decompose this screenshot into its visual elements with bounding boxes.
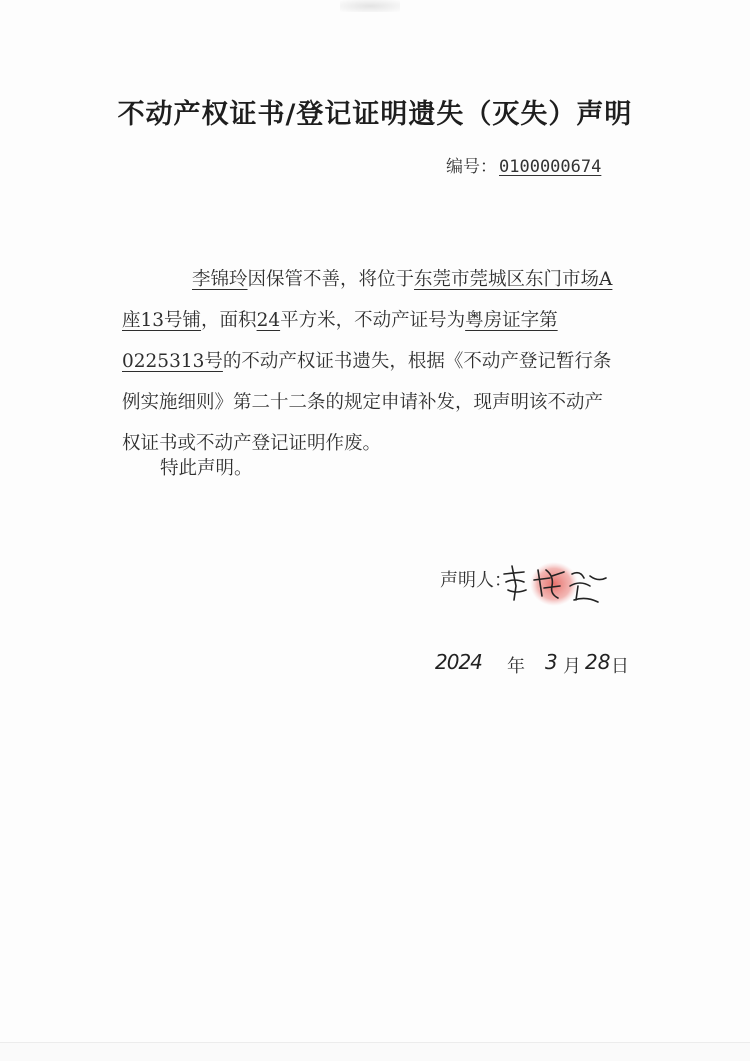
document-title: 不动产权证书/登记证明遗失（灭失）声明 <box>117 99 633 130</box>
date-day: 28 <box>585 650 611 674</box>
fingerprint-seal <box>530 562 578 606</box>
body-line-1-text: 因保管不善，将位于 <box>247 269 415 290</box>
declarant-label: 声明人： <box>440 570 512 591</box>
date-month: 3 <box>545 650 558 674</box>
date-line <box>435 648 655 684</box>
certificate-number-part2: 0225313号 <box>122 351 223 372</box>
statement-body <box>122 259 652 464</box>
serial-value: 0100000674 <box>499 157 602 177</box>
date-year-unit: 年 <box>507 656 525 677</box>
body-line-1 <box>122 259 652 300</box>
body-line-3 <box>122 341 652 382</box>
serial-label: 编号： <box>446 157 497 177</box>
property-area: 24 <box>256 310 281 331</box>
certificate-number-part1: 粤房证字第 <box>465 310 558 331</box>
date-day-unit: 日 <box>611 656 629 677</box>
scan-bottom-edge <box>0 1042 750 1061</box>
body-line-2 <box>122 300 652 341</box>
property-address-part1: 东莞市莞城区东门市场A <box>414 269 613 290</box>
serial-number <box>446 152 611 177</box>
date-month-unit: 月 <box>563 656 581 677</box>
body-line-2-text-b: 平方米，不动产证号为 <box>280 310 466 331</box>
body-line-5: 权证书或不动产登记证明作废。 <box>122 433 382 454</box>
body-line-4: 例实施细则》第二十二条的规定申请补发，现声明该不动产 <box>122 392 604 413</box>
date-year: 2024 <box>435 650 482 674</box>
signature-with-fingerprint <box>494 556 624 616</box>
body-line-3-text: 的不动产权证书遗失，根据《不动产登记暂行条 <box>222 351 612 372</box>
scan-smudge <box>340 0 400 12</box>
body-line-2-text-a: ，面积 <box>201 310 257 331</box>
property-address-part2: 座13号铺 <box>122 310 202 331</box>
owner-name: 李锦玲 <box>192 269 248 290</box>
closing-statement: 特此声明。 <box>160 458 253 479</box>
